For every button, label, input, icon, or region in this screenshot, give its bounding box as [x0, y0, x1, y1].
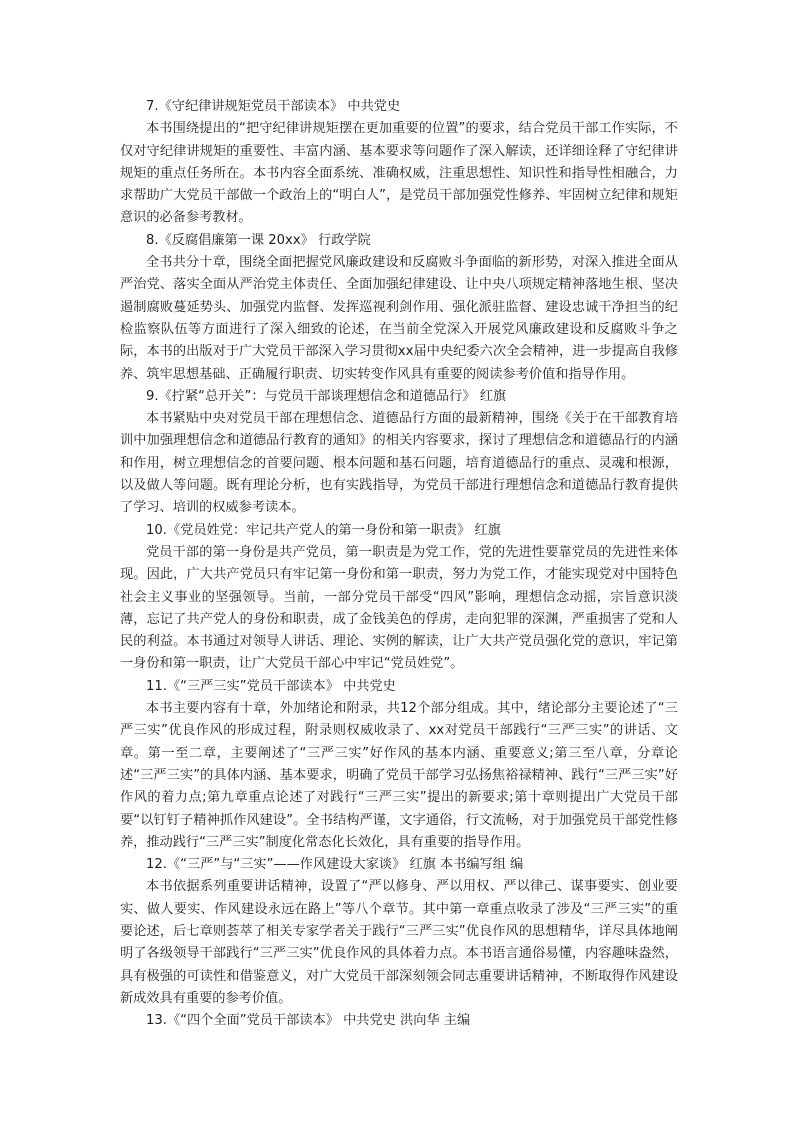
book-entry-12	[120, 854, 678, 1010]
entry-title: 8.《反腐倡廉第一课 20xx》 行政学院	[146, 232, 371, 248]
entry-title: 11.《“三严三实”党员干部读本》 中共党史	[146, 678, 396, 694]
entry-body: 本书围绕提出的“把守纪律讲规矩摆在更加重要的位置”的要求，结合党员干部工作实际，不仅对守纪律讲规矩的重要性、丰富内涵、基本要求等问题作了深入解读，还详细诠释了守纪律讲规矩的重点任务所在。本书内容全面系统、准确权威，注重思想性、知识性和指导性相融合，力求帮助广大党员干部做一个政治上的“明白人”，是党员干部加强党性修养、牢固树立纪律和规矩意识的必备参考教材。	[120, 121, 678, 226]
book-entry-10	[120, 520, 678, 676]
book-entry-8	[120, 230, 678, 386]
entry-title: 7.《守纪律讲规矩党员干部读本》 中共党史	[146, 99, 401, 114]
book-entry-7	[120, 96, 678, 230]
entry-title: 13.《“四个全面”党员干部读本》 中共党史 洪向华 主编	[146, 1013, 471, 1029]
entry-body: 本书主要内容有十章，外加绪论和附录，共12个部分组成。其中，绪论部分主要论述了“三严三实”优良作风的形成过程，附录则权威收录了、xx对党员干部践行“三严三实”的讲话、文章。第一至二章，主要阐述了“三严三实”好作风的基本内涵、重要意义;第三至八章，分章论述“三严三实”的具体内涵、基本要求，明确了党员干部学习弘扬焦裕禄精神、践行“三严三实”好作风的着力点;第九章重点论述了对践行“三严三实”提出的新要求;第十章则提出广大党员干部要“以钉钉子精神抓作风建设”。全书结构严谨，文字通俗，行文流畅，对于加强党员干部党性修养，推动践行“三严三实”制度化常态化长效化，具有重要的指导作用。	[120, 701, 678, 850]
book-entry-13	[120, 1010, 678, 1032]
entry-body: 全书共分十章，围绕全面把握党风廉政建设和反腐败斗争面临的新形势，对深入推进全面从严治党、落实全面从严治党主体责任、全面加强纪律建设、让中央八项规定精神落地生根、坚决遏制腐败蔓延势头、加强党内监督、发挥巡视利剑作用、强化派驻监督、建设忠诚干净担当的纪检监察队伍等方面进行了深入细致的论述，在当前全党深入开展党风廉政建设和反腐败斗争之际，本书的出版对于广大党员干部深入学习贯彻xx届中央纪委六次全会精神，进一步提高自我修养、筑牢思想基础、正确履行职责、切实转变作风具有重要的阅读参考价值和指导作用。	[120, 255, 678, 382]
book-entry-11	[120, 676, 678, 854]
document-page	[120, 96, 678, 1032]
entry-body: 党员干部的第一身份是共产党员，第一职责是为党工作，党的先进性要靠党员的先进性来体现。因此，广大共产党员只有牢记第一身份和第一职责，努力为党工作，才能实现党对中国特色社会主义事业的坚强领导。当前，一部分党员干部受“四风”影响，理想信念动摇，宗旨意识淡薄，忘记了共产党人的身份和职责，成了金钱美色的俘虏，走向犯罪的深渊，严重损害了党和人民的利益。本书通过对领导人讲话、理论、实例的解读，让广大共产党员强化党的意识，牢记第一身份和第一职责，让广大党员干部心中牢记“党员姓党”。	[120, 544, 678, 672]
entry-title: 12.《“三严”与“三实”——作风建设大家谈》 红旗 本书编写组 编	[146, 857, 524, 873]
entry-title: 10.《党员姓党：牢记共产党人的第一身份和第一职责》 红旗	[146, 522, 501, 538]
entry-body: 本书紧贴中央对党员干部在理想信念、道德品行方面的最新精神，围绕《关于在干部教育培训中加强理想信念和道德品行教育的通知》的相关内容要求，探讨了理想信念和道德品行的内涵和作用，树立理想信念的首要问题、根本问题和基石问题，培育道德品行的重点、灵魂和根源，以及做人等问题。既有理论分析，也有实践指导，为党员干部进行理想信念和道德品行教育提供了学习、培训的权威参考读本。	[120, 411, 678, 516]
entry-title: 9.《拧紧“总开关”：与党员干部谈理想信念和道德品行》 红旗	[146, 388, 507, 404]
entry-body: 本书依据系列重要讲话精神，设置了“严以修身、严以用权、严以律己、谋事要实、创业要实、做人要实、作风建设永远在路上”等八个章节。其中第一章重点收录了涉及“三严三实”的重要论述，后七章则荟萃了相关专家学者关于践行“三严三实”优良作风的思想精华，详尽具体地阐明了各级领导干部践行“三严三实”优良作风的具体着力点。本书语言通俗易懂，内容趣味盎然，具有极强的可读性和借鉴意义，对广大党员干部深刻领会同志重要讲话精神，不断取得作风建设新成效具有重要的参考价值。	[120, 879, 678, 1006]
book-entry-9	[120, 386, 678, 520]
